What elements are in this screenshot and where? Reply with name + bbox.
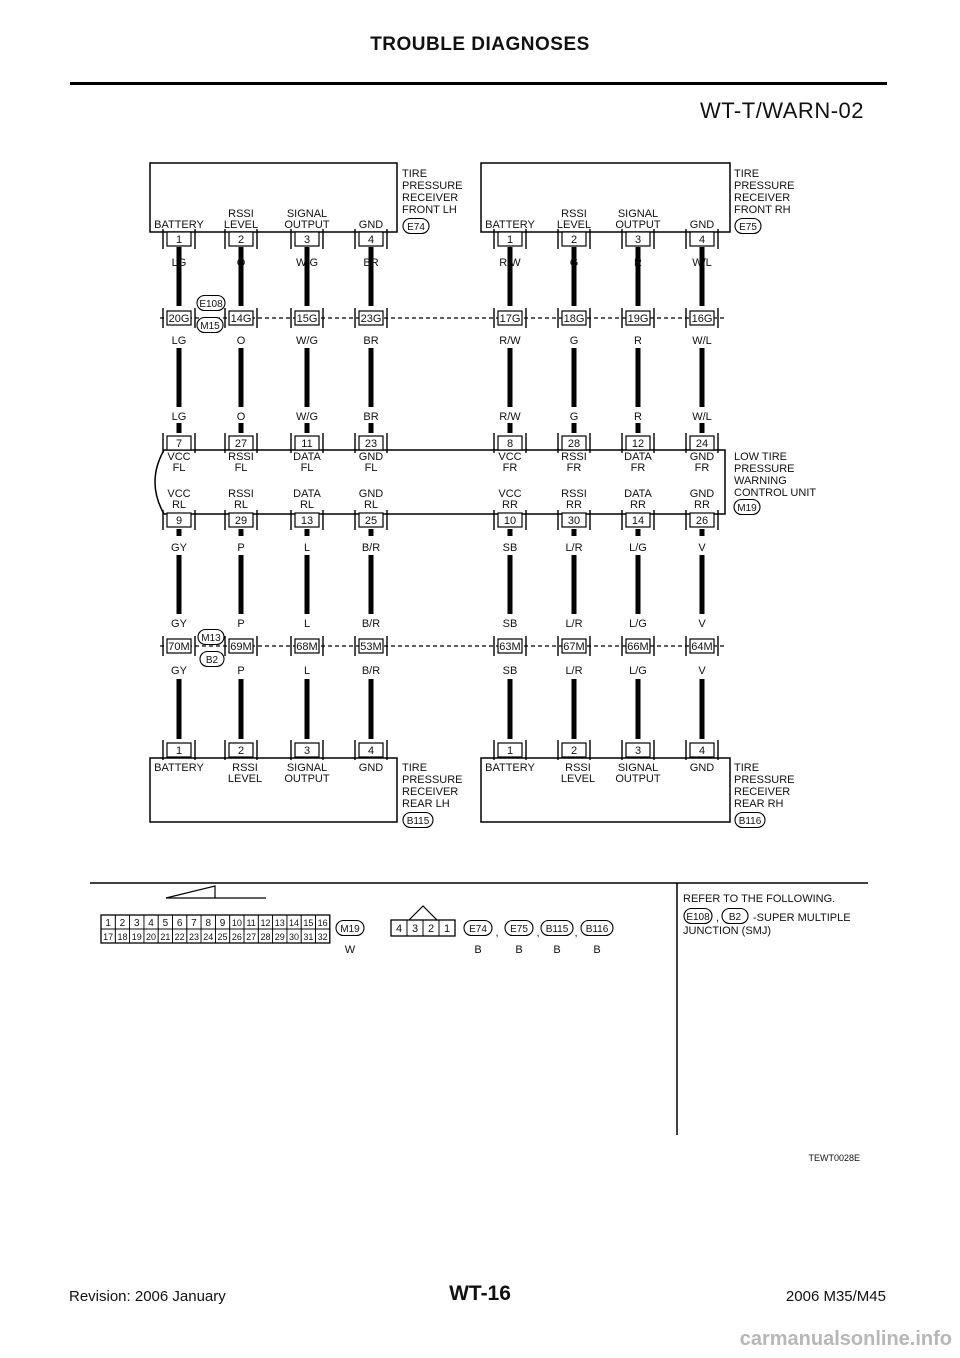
rear-lh-pin-label: 2 bbox=[237, 745, 245, 757]
rear-rh-terminal-label: GND bbox=[689, 762, 715, 774]
reference-separator: , bbox=[716, 912, 720, 924]
front-lh-pin-label: 2 bbox=[237, 234, 245, 246]
front-rh-name: PRESSURE bbox=[734, 180, 795, 192]
four-pin-view-color: B bbox=[593, 944, 601, 956]
m19-connector-key bbox=[166, 886, 215, 898]
control-unit-bottom-label: RL bbox=[299, 499, 315, 511]
upper-junction-pin-label: 14G bbox=[230, 313, 252, 325]
lower-junction-pin-label: 64M bbox=[691, 641, 713, 653]
control-unit-bottom-label: DATA bbox=[293, 488, 321, 500]
wire-color-label: W/G bbox=[296, 411, 318, 423]
front-lh-name: FRONT LH bbox=[402, 204, 457, 216]
front-lh-terminal-label: LEVEL bbox=[223, 219, 259, 231]
control-unit-top-pin-label: 23 bbox=[364, 438, 378, 450]
rear-lh-terminal-label: GND bbox=[358, 762, 384, 774]
m19-cavity-label: 27 bbox=[246, 932, 257, 942]
reference-suffix: -SUPER MULTIPLE bbox=[753, 912, 851, 924]
wire-color-label: LG bbox=[171, 257, 187, 269]
rear-lh-name: TIRE bbox=[402, 762, 428, 774]
m19-cavity-label: 18 bbox=[117, 932, 128, 942]
reference-connector-id-label: B2 bbox=[728, 912, 742, 923]
m19-cavity-label: 24 bbox=[203, 932, 214, 942]
control-unit-connector-id-label: M19 bbox=[737, 503, 757, 514]
m19-cavity-label: 20 bbox=[146, 932, 157, 942]
rear-lh-terminal-label: LEVEL bbox=[227, 773, 263, 785]
rear-rh-pin-label: 3 bbox=[634, 745, 642, 757]
control-unit-top-pin-label: 28 bbox=[567, 438, 581, 450]
m19-cavity-label: 14 bbox=[289, 918, 300, 928]
rear-lh-terminal-label: BATTERY bbox=[154, 762, 204, 774]
wire-color-label: SB bbox=[502, 618, 518, 630]
wire-color-label: O bbox=[236, 335, 246, 347]
rear-lh-name: PRESSURE bbox=[402, 774, 463, 786]
control-unit-bottom-label: GND bbox=[358, 488, 384, 500]
m19-cavity-label: 12 bbox=[260, 918, 271, 928]
wire-color-label: W/L bbox=[692, 257, 712, 269]
wire-color-label: L/G bbox=[629, 665, 647, 677]
wire-color-label: L/G bbox=[629, 618, 647, 630]
four-pin-view-connector-id-label: B116 bbox=[585, 924, 609, 935]
revision-date: Revision: 2006 January bbox=[69, 1288, 226, 1305]
wire-color-label: P bbox=[237, 618, 245, 630]
wire-color-label: L/R bbox=[565, 665, 583, 677]
lower-junction-pin-label: 68M bbox=[296, 641, 318, 653]
wire-color-label: R bbox=[634, 335, 642, 347]
m19-cavity-label: 3 bbox=[133, 918, 140, 929]
wire-color-label: W/G bbox=[296, 335, 318, 347]
rear-rh-terminal-label: RSSI bbox=[565, 762, 591, 774]
control-unit-top-label: GND bbox=[689, 451, 715, 463]
front-lh-name: RECEIVER bbox=[402, 192, 459, 204]
wire-color-label: G bbox=[569, 335, 579, 347]
control-unit-top-label: FL bbox=[234, 462, 248, 474]
control-unit-name: LOW TIRE bbox=[734, 451, 787, 463]
control-unit-bottom-pin-label: 10 bbox=[503, 515, 517, 527]
m19-cavity-label: 8 bbox=[205, 918, 212, 929]
wire-color-label: W/G bbox=[296, 257, 318, 269]
wire-color-label: R bbox=[634, 257, 642, 269]
upper-junction-pin-label: 23G bbox=[360, 313, 382, 325]
wire-color-label: GY bbox=[171, 542, 187, 554]
m19-cavity-label: 30 bbox=[289, 932, 300, 942]
m19-cavity-label: 26 bbox=[231, 932, 242, 942]
front-rh-terminal-label: LEVEL bbox=[556, 219, 592, 231]
control-unit-bottom-label: RR bbox=[694, 499, 710, 511]
control-unit-top-label: GND bbox=[358, 451, 384, 463]
wire-color-label: SB bbox=[502, 542, 518, 554]
control-unit-top-label: FL bbox=[172, 462, 186, 474]
front-lh-terminal-label: RSSI bbox=[228, 208, 254, 220]
wire-color-label: V bbox=[698, 665, 706, 677]
m19-cavity-label: 1 bbox=[105, 918, 111, 929]
lower-junction-connector-label: B2 bbox=[205, 655, 219, 666]
four-pin-cavity-label: 3 bbox=[411, 923, 419, 935]
id-separator: , bbox=[536, 927, 540, 939]
m19-cavity-label: 19 bbox=[131, 932, 142, 942]
control-unit-bottom-label: RR bbox=[630, 499, 646, 511]
wire-color-label: L bbox=[303, 618, 311, 630]
m19-cavity-label: 25 bbox=[217, 932, 228, 942]
wire-color-label: B/R bbox=[361, 618, 381, 630]
rear-rh-connector-id-label: B116 bbox=[738, 816, 762, 827]
lower-junction-pin-label: 69M bbox=[230, 641, 252, 653]
control-unit-top-pin-label: 12 bbox=[631, 438, 645, 450]
m19-cavity-label: 15 bbox=[303, 918, 314, 928]
front-lh-name: TIRE bbox=[402, 168, 428, 180]
rear-lh-name: REAR LH bbox=[402, 798, 450, 810]
control-unit-bottom-pin-label: 26 bbox=[695, 515, 709, 527]
wire-color-label: BR bbox=[363, 411, 379, 423]
wire-color-label: R bbox=[634, 411, 642, 423]
control-unit-top-label: FR bbox=[502, 462, 518, 474]
front-rh-name: RECEIVER bbox=[734, 192, 791, 204]
control-unit-bottom-label: GND bbox=[689, 488, 715, 500]
control-unit-top-pin-label: 7 bbox=[175, 438, 183, 450]
vehicle-model: 2006 M35/M45 bbox=[785, 1288, 886, 1305]
front-rh-terminal-label: RSSI bbox=[561, 208, 587, 220]
m19-view-connector-id-label: M19 bbox=[340, 924, 360, 935]
m19-cavity-label: 13 bbox=[274, 918, 285, 928]
rear-rh-terminal-label: BATTERY bbox=[485, 762, 535, 774]
rear-lh-name: RECEIVER bbox=[402, 786, 459, 798]
front-rh-name: TIRE bbox=[734, 168, 760, 180]
control-unit-bottom-pin-label: 29 bbox=[234, 515, 248, 527]
control-unit-bottom-label: RSSI bbox=[228, 488, 254, 500]
figure-code: TEWT0028E bbox=[808, 1153, 860, 1163]
wire-color-label: O bbox=[236, 257, 246, 269]
front-rh-name: FRONT RH bbox=[734, 204, 791, 216]
control-unit-bottom-label: DATA bbox=[624, 488, 652, 500]
front-lh-terminal-label: GND bbox=[358, 219, 384, 231]
rear-rh-name: PRESSURE bbox=[734, 774, 795, 786]
m19-cavity-label: 31 bbox=[303, 932, 314, 942]
wire-color-label: SB bbox=[502, 665, 518, 677]
control-unit-bottom-label: RL bbox=[171, 499, 187, 511]
rear-rh-name: RECEIVER bbox=[734, 786, 791, 798]
m19-cavity-label: 22 bbox=[174, 932, 185, 942]
front-rh-terminal-label: BATTERY bbox=[485, 219, 535, 231]
front-lh-terminal-label: OUTPUT bbox=[284, 219, 330, 231]
upper-junction-pin-label: 19G bbox=[627, 313, 649, 325]
control-unit-bottom-label: RSSI bbox=[561, 488, 587, 500]
front-lh-name: PRESSURE bbox=[402, 180, 463, 192]
wire-color-label: L bbox=[303, 542, 311, 554]
m19-cavity-label: 10 bbox=[231, 918, 242, 928]
wire-color-label: L/G bbox=[629, 542, 647, 554]
control-unit-bottom-label: RR bbox=[566, 499, 582, 511]
m19-cavity-label: 5 bbox=[162, 918, 169, 929]
four-pin-view-color: B bbox=[474, 944, 482, 956]
wire-color-label: W/L bbox=[692, 411, 712, 423]
wire-color-label: R/W bbox=[499, 257, 521, 269]
control-unit-bottom-label: VCC bbox=[498, 488, 522, 500]
control-unit-top-label: VCC bbox=[498, 451, 522, 463]
control-unit-top-label: FL bbox=[364, 462, 378, 474]
id-separator: , bbox=[495, 927, 499, 939]
control-unit-top-label: FL bbox=[300, 462, 314, 474]
control-unit-top-pin-label: 24 bbox=[695, 438, 709, 450]
rear-rh-terminal-label: LEVEL bbox=[560, 773, 596, 785]
upper-junction-pin-label: 16G bbox=[691, 313, 713, 325]
front-rh-terminal-label: GND bbox=[689, 219, 715, 231]
front-lh-terminal-label: SIGNAL bbox=[286, 208, 328, 220]
wire-color-label: R/W bbox=[499, 411, 521, 423]
control-unit-top-pin-label: 27 bbox=[234, 438, 248, 450]
rear-rh-terminal-label: OUTPUT bbox=[615, 773, 661, 785]
m19-cavity-label: 4 bbox=[148, 918, 154, 929]
rear-rh-pin-label: 2 bbox=[570, 745, 578, 757]
control-unit-top-label: RSSI bbox=[561, 451, 587, 463]
rear-lh-pin-label: 3 bbox=[303, 745, 311, 757]
control-unit-name: PRESSURE bbox=[734, 463, 795, 475]
wire-color-label: O bbox=[236, 411, 246, 423]
four-pin-cavity-label: 2 bbox=[427, 923, 435, 935]
front-lh-pin-label: 3 bbox=[303, 234, 311, 246]
upper-junction-pin-label: 17G bbox=[499, 313, 521, 325]
front-lh-terminal-label: BATTERY bbox=[154, 219, 204, 231]
page-number: WT-16 bbox=[449, 1282, 511, 1305]
control-unit-top-label: DATA bbox=[293, 451, 321, 463]
rear-rh-terminal-label: SIGNAL bbox=[617, 762, 659, 774]
wire-color-label: W/L bbox=[692, 335, 712, 347]
rear-lh-terminal-label: SIGNAL bbox=[286, 762, 328, 774]
control-unit-bottom-label: VCC bbox=[167, 488, 191, 500]
m19-cavity-label: 6 bbox=[176, 918, 183, 929]
reference-intro: REFER TO THE FOLLOWING. bbox=[683, 893, 836, 905]
rear-rh-name: REAR RH bbox=[734, 798, 784, 810]
control-unit-bottom-pin-label: 13 bbox=[300, 515, 314, 527]
rear-lh-pin-label: 1 bbox=[175, 745, 183, 757]
wire-color-label: G bbox=[569, 257, 579, 269]
wire-color-label: P bbox=[237, 542, 245, 554]
m19-cavity-label: 23 bbox=[188, 932, 199, 942]
four-pin-cavity-label: 4 bbox=[395, 923, 403, 935]
rear-lh-pin-label: 4 bbox=[367, 745, 375, 757]
control-unit-top-label: RSSI bbox=[228, 451, 254, 463]
upper-junction-pin-label: 15G bbox=[296, 313, 318, 325]
control-unit-top-label: FR bbox=[566, 462, 582, 474]
wire-color-label: LG bbox=[171, 411, 187, 423]
front-lh-pin-label: 4 bbox=[367, 234, 375, 246]
control-unit-bottom-label: RL bbox=[363, 499, 379, 511]
control-unit-bottom-label: RR bbox=[502, 499, 518, 511]
m19-cavity-label: 9 bbox=[219, 918, 226, 929]
control-unit-bottom-label: RL bbox=[233, 499, 249, 511]
wire-color-label: GY bbox=[171, 665, 187, 677]
four-pin-view-connector-id-label: E75 bbox=[510, 924, 528, 935]
rear-rh-pin-label: 4 bbox=[698, 745, 706, 757]
control-unit-bottom-pin-label: 30 bbox=[567, 515, 581, 527]
rear-lh-terminal-label: RSSI bbox=[232, 762, 258, 774]
four-pin-view-connector-id-label: E74 bbox=[469, 924, 487, 935]
front-rh-connector-id-label: E75 bbox=[739, 222, 757, 233]
control-unit-bottom-pin-label: 25 bbox=[364, 515, 378, 527]
upper-junction-connector-label: E108 bbox=[199, 299, 223, 310]
wire-color-label: L bbox=[303, 665, 311, 677]
rear-lh-connector-id-label: B115 bbox=[406, 816, 430, 827]
rear-rh-name: TIRE bbox=[734, 762, 760, 774]
id-separator: , bbox=[574, 927, 578, 939]
m19-cavity-label: 29 bbox=[274, 932, 285, 942]
lower-junction-pin-label: 63M bbox=[499, 641, 521, 653]
control-unit-name: WARNING bbox=[734, 475, 787, 487]
m19-cavity-label: 32 bbox=[317, 932, 328, 942]
control-unit-top-pin-label: 11 bbox=[301, 438, 313, 450]
front-rh-terminal-label: OUTPUT bbox=[615, 219, 661, 231]
wire-color-label: V bbox=[698, 618, 706, 630]
wire-color-label: G bbox=[569, 411, 579, 423]
front-rh-pin-label: 1 bbox=[506, 234, 514, 246]
front-rh-pin-label: 4 bbox=[698, 234, 706, 246]
four-pin-view-color: B bbox=[515, 944, 523, 956]
m19-cavity-label: 21 bbox=[160, 932, 171, 942]
watermark: carmanualsonline.info bbox=[739, 1328, 952, 1350]
front-lh-connector-id-label: E74 bbox=[407, 222, 425, 233]
control-unit-name: CONTROL UNIT bbox=[734, 487, 817, 499]
wire-color-label: V bbox=[698, 542, 706, 554]
lower-junction-pin-label: 70M bbox=[168, 641, 190, 653]
rear-lh-terminal-label: OUTPUT bbox=[284, 773, 330, 785]
four-pin-view-connector-id-label: B115 bbox=[545, 924, 569, 935]
wire-color-label: B/R bbox=[361, 542, 381, 554]
wire-color-label: L/R bbox=[565, 542, 583, 554]
wire-color-label: P bbox=[237, 665, 245, 677]
control-unit-bottom-pin-label: 9 bbox=[175, 515, 183, 527]
control-unit-top-label: VCC bbox=[167, 451, 191, 463]
front-rh-terminal-label: SIGNAL bbox=[617, 208, 659, 220]
m19-cavity-label: 17 bbox=[103, 932, 114, 942]
reference-connector-id-label: E108 bbox=[686, 912, 710, 923]
upper-junction-pin-label: 20G bbox=[168, 313, 190, 325]
front-lh-pin-label: 1 bbox=[175, 234, 183, 246]
m19-cavity-label: 11 bbox=[246, 918, 256, 928]
upper-junction-connector-label: M15 bbox=[200, 321, 220, 332]
control-unit-top-pin-label: 8 bbox=[506, 438, 514, 450]
wire-color-label: L/R bbox=[565, 618, 583, 630]
rear-rh-pin-label: 1 bbox=[506, 745, 514, 757]
m19-cavity-label: 7 bbox=[191, 918, 197, 929]
four-pin-key bbox=[409, 906, 437, 920]
upper-junction-pin-label: 18G bbox=[563, 313, 585, 325]
lower-junction-pin-label: 67M bbox=[563, 641, 585, 653]
wire-color-label: R/W bbox=[499, 335, 521, 347]
m19-cavity-label: 2 bbox=[119, 918, 126, 929]
control-unit-top-label: DATA bbox=[624, 451, 652, 463]
control-unit-top-label: FR bbox=[630, 462, 646, 474]
four-pin-cavity-label: 1 bbox=[443, 923, 451, 935]
reference-suffix: JUNCTION (SMJ) bbox=[683, 925, 771, 937]
control-unit-bottom-pin-label: 14 bbox=[631, 515, 645, 527]
wire-color-label: BR bbox=[363, 257, 379, 269]
m19-view-color: W bbox=[344, 944, 356, 956]
lower-junction-pin-label: 66M bbox=[627, 641, 649, 653]
wire-color-label: BR bbox=[363, 335, 379, 347]
lower-junction-pin-label: 53M bbox=[360, 641, 382, 653]
wire-color-label: LG bbox=[171, 335, 187, 347]
diagram-code: WT-T/WARN-02 bbox=[699, 98, 864, 123]
control-unit-top-label: FR bbox=[694, 462, 710, 474]
wire-color-label: B/R bbox=[361, 665, 381, 677]
front-rh-pin-label: 3 bbox=[634, 234, 642, 246]
front-rh-pin-label: 2 bbox=[570, 234, 578, 246]
m19-cavity-label: 28 bbox=[260, 932, 271, 942]
four-pin-view-color: B bbox=[553, 944, 561, 956]
m19-cavity-label: 16 bbox=[317, 918, 328, 928]
lower-junction-connector-label: M13 bbox=[201, 633, 221, 644]
section-title: TROUBLE DIAGNOSES bbox=[370, 34, 590, 55]
wire-color-label: GY bbox=[171, 618, 187, 630]
